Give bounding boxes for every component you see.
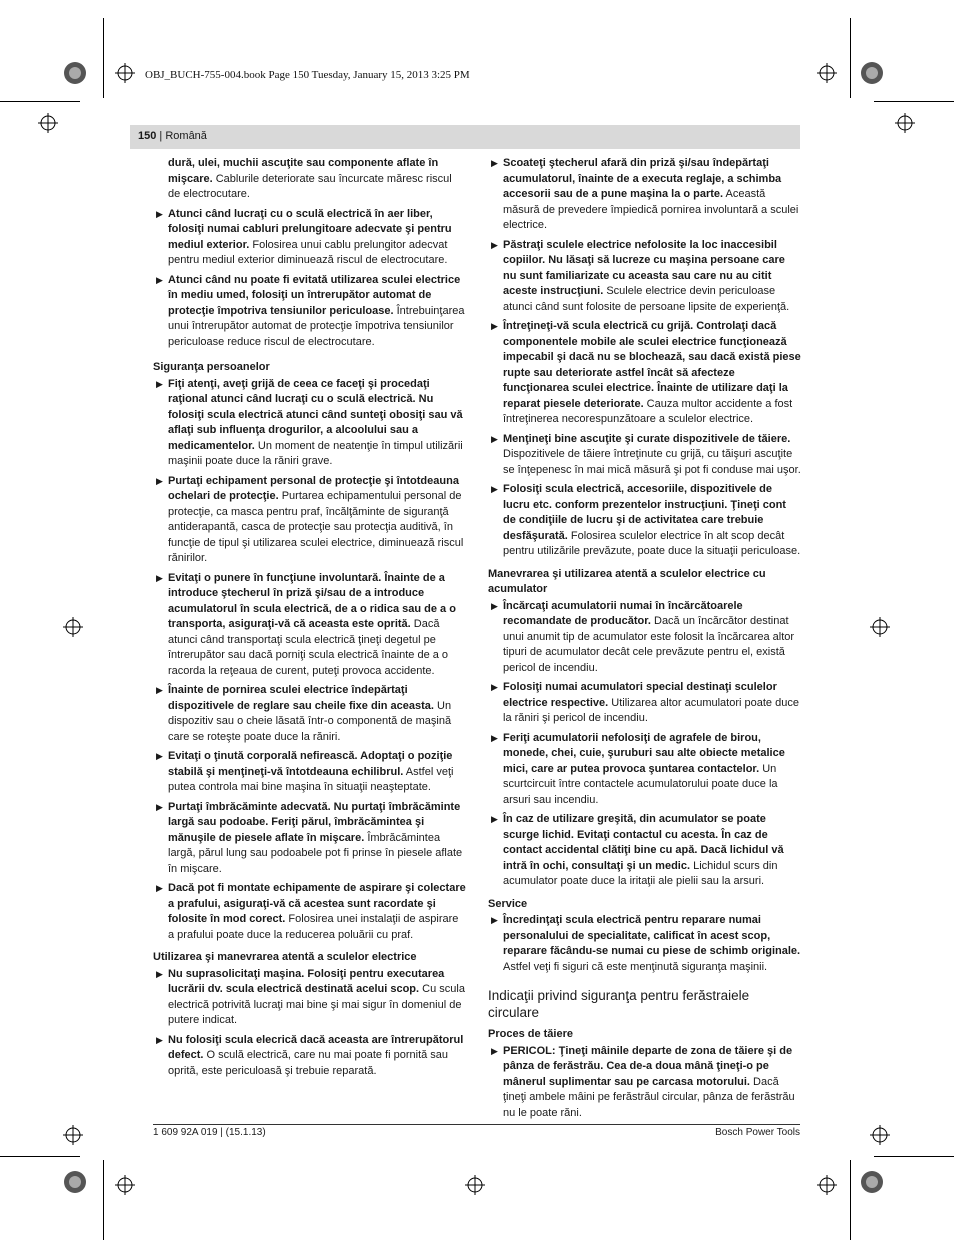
bullet-icon: ▶ <box>491 484 498 494</box>
bullet-icon: ▶ <box>491 158 498 168</box>
safety-item: ▶ Păstraţi sculele electrice nefolosite la loc inaccesibil copiilor. Nu lăsaţi să lucreze cu maşina persoane care nu sunt familiarizate cu aceasta sau care nu au citit aceste instrucţiuni. Sculele electrice devin periculoase atunci când sunt folosite de persoane lipsite de experienţă. <box>491 238 790 313</box>
safety-item: ▶ Purtaţi echipament personal de protecţie şi întotdeauna ochelari de protecţie. Purtarea echipamentului personal de protecţie, ca masca pentru praf, încălţăminte de siguranţă antiderapantă, casca de protecţie sau protecţia auditivă, în funcţie de tipul şi utilizarea sculei electrice, diminuează riscul rănirilor. <box>156 474 464 564</box>
footer-brand: Bosch Power Tools <box>715 1127 800 1138</box>
subheading-service: Service <box>488 897 528 910</box>
section-title: Indicaţii privind siguranţa pentru ferăstraiele circulare <box>488 988 750 1020</box>
page-number: 150 <box>138 130 157 142</box>
registration-mark <box>38 113 58 133</box>
registration-mark <box>817 1175 837 1195</box>
safety-item: ▶ Feriţi acumulatorii nefolosiţi de agrafele de birou, monede, chei, cuie, şuruburi sau alte obiecte metalice mici, care ar putea provoca şuntarea contactelor. Un scurtcircuit între contactele acumulatorului poate duce la arsuri sau incendiu. <box>491 731 785 806</box>
bullet-icon: ▶ <box>491 915 498 925</box>
safety-item: ▶ Nu suprasolicitaţi maşina. Folosiţi pentru executarea lucrării dv. scula electrică destinată acelui scop. Cu scula electrică potrivită lucraţi mai bine şi mai sigur în domeniul de putere indicat. <box>156 967 465 1026</box>
safety-item: ▶ Folosiţi numai acumulatori special destinaţi sculelor electrice respective. Utilizarea altor acumulatori poate duce la răniri şi pericol de incendiu. <box>491 681 799 724</box>
crop-mark <box>850 18 851 98</box>
bullet-icon: ▶ <box>156 572 163 583</box>
bullet-icon: ▶ <box>491 321 498 331</box>
bullet-icon: ▶ <box>156 274 163 285</box>
bullet-icon: ▶ <box>156 751 163 761</box>
registration-mark <box>465 1175 485 1195</box>
registration-mark <box>817 63 837 83</box>
color-wheel-mark <box>860 1170 884 1194</box>
safety-item: ▶ Evitaţi o ţinută corporală nefirească. Adoptaţi o poziţie stabilă şi menţineţi-vă întotdeauna echilibrul. Astfel veţi putea controla mai bine maşina în situaţii neaşteptate. <box>156 750 454 793</box>
crop-mark <box>850 1160 851 1240</box>
safety-item: ▶ Dacă pot fi montate echipamente de aspirare şi colectare a prafului, asiguraţi-vă că acestea sunt racordate şi folosite în mod corect. Folosirea unei instalaţii de aspirare a prafului poate duce la reducerea poluării cu praf. <box>156 882 466 941</box>
crop-mark <box>103 1160 104 1240</box>
bullet-icon: ▶ <box>156 378 163 389</box>
subheading-tool-use: Utilizarea şi manevrarea atentă a sculelor electrice <box>153 951 417 963</box>
safety-item: ▶ Atunci când lucraţi cu o sculă electrică în aer liber, folosiţi numai cabluri prelungitoare adecvate şi pentru mediul exterior. Folosirea unui cablu prelungitor adecvat pentru mediul exterior diminuează riscul de electrocutare. <box>156 207 452 266</box>
safety-item: ▶ Purtaţi îmbrăcăminte adecvată. Nu purtaţi îmbrăcăminte largă sau podoabe. Feriţi părul, îmbrăcămintea şi mănuşile de piesele aflate în mişcare. Îmbrăcămintea largă, părul lung sau podoabele pot fi prinse în piesele aflate în mişcare. <box>156 800 463 875</box>
page-header-bar <box>130 125 800 149</box>
safety-item: ▶ Întreţineţi-vă scula electrică cu grijă. Controlaţi dacă componentele mobile ale sculei electrice funcţionează impecabil şi dacă nu se blochează, sau dacă există piese rupte sau deteriorate astfel încât să afecteze funcţionarea sculei electrice. Înainte de utilizare daţi la reparat piesele deteriorate. Cauza multor accidente a fost întreţinerea necorespunzătoare a sculelor electrice. <box>491 320 801 425</box>
safety-item: ▶ Încredinţaţi scula electrică pentru reparare numai personalului de specialitate, calificat în acest scop, reparare făcându-se numai cu piese de schimb originale. Astfel veţi fi siguri că este menţinută siguranţa maşinii. <box>491 914 801 973</box>
registration-mark <box>870 1125 890 1145</box>
footer-doc-number: 1 609 92A 019 | (15.1.13) <box>153 1127 266 1138</box>
footer-rule <box>153 1124 800 1125</box>
safety-item: ▶ Fiţi atenţi, aveţi grijă de ceea ce faceţi şi procedaţi raţional atunci când lucraţi cu o sculă electrică. Nu folosiţi scula electrică atunci când sunteţi obosiţi sau vă aflaţi sub influenţa drogurilor, a alcoolului sau a medicamentelor. Un moment de neatenţie în timpul utilizării maşinii poate duce la răniri grave. <box>156 377 463 467</box>
bullet-icon: ▶ <box>491 239 498 250</box>
bullet-icon: ▶ <box>491 732 498 743</box>
print-slug: OBJ_BUCH-755-004.book Page 150 Tuesday, January 15, 2013 3:25 PM <box>145 69 470 81</box>
bullet-icon: ▶ <box>156 801 163 812</box>
safety-item: ▶ Atunci când nu poate fi evitată utilizarea sculei electrice în mediu umed, folosiţi un întrerupător automat de protecţie împotriva tensiunilor periculoase. Întrebuinţarea unui întrerupător automat de protecţie împotriva tensiunilor periculoase reduce riscul de electrocutare. <box>156 273 465 348</box>
bullet-icon: ▶ <box>491 814 498 824</box>
bullet-icon: ▶ <box>491 433 498 444</box>
registration-mark <box>870 617 890 637</box>
intro-paragraph: dură, ulei, muchii ascuţite sau componente aflate în mişcare. Cablurile deteriorate sau încurcate măresc riscul de electrocutare. <box>168 157 452 200</box>
registration-mark <box>63 1125 83 1145</box>
color-wheel-mark <box>63 61 87 85</box>
crop-mark <box>0 101 80 102</box>
registration-mark <box>895 113 915 133</box>
crop-mark <box>103 18 104 98</box>
bullet-icon: ▶ <box>491 1045 498 1056</box>
registration-mark <box>115 1175 135 1195</box>
crop-mark <box>874 101 954 102</box>
bullet-icon: ▶ <box>156 475 163 486</box>
crop-mark <box>874 1156 954 1157</box>
safety-item: ▶ Menţineţi bine ascuţite şi curate dispozitivele de tăiere. Dispozitivele de tăiere întreţinute cu grijă, cu tăişuri ascuţite se înţepenesc în mai mică măsură şi pot fi conduse mai uşor. <box>491 432 801 476</box>
bullet-icon: ▶ <box>491 600 498 611</box>
header-language: Română <box>165 130 207 142</box>
safety-item: ▶ PERICOL: Ţineţi mâinile departe de zona de tăiere şi de pânza de ferăstrău. Cea de-a doua mână ţineţi-o pe mânerul suplimentar sau pe carcasa motorului. Dacă ţineţi ambele mâini pe ferăstrăul circular, pânza de ferăstrău nu le poate răni. <box>491 1044 795 1119</box>
crop-mark <box>0 1156 80 1157</box>
registration-mark <box>63 617 83 637</box>
safety-item: ▶ Încărcaţi acumulatorii numai în încărcătoarele recomandate de producător. Dacă un încărcător destinat unui anumit tip de acumulator este folosit la încărcarea altor tipuri de acumulator decât cele prevăzute pentru el, există pericol de incendiu. <box>491 599 795 674</box>
bullet-icon: ▶ <box>156 208 163 219</box>
color-wheel-mark <box>860 61 884 85</box>
safety-item: ▶ În caz de utilizare greşită, din acumulator se poate scurge lichid. Evitaţi contactul cu acesta. În caz de contact accidental clătiţi bine cu apă. Dacă lichidul vă intră în ochi, consultaţi şi un medic. Lichidul scurs din acumulator poate duce la iritaţii ale pielii sau la arsuri. <box>491 813 784 887</box>
safety-item: ▶ Înainte de pornirea sculei electrice îndepărtaţi dispozitivele de reglare sau cheile fixe din aceasta. Un dispozitiv sau o cheie lăsată într-o componentă de maşină care se roteşte poate duce la răniri. <box>156 684 452 743</box>
subheading-battery-tools: Manevrarea şi utilizarea atentă a sculelor electrice cu acumulator <box>488 567 766 595</box>
bullet-icon: ▶ <box>156 968 163 979</box>
right-column <box>488 156 801 1125</box>
color-wheel-mark <box>63 1170 87 1194</box>
safety-item: ▶ Nu folosiţi scula elecrică dacă aceasta are întrerupătorul defect. O sculă electrică, care nu mai poate fi pornită sau oprită, este periculoasă şi trebuie reparată. <box>156 1033 464 1077</box>
bullet-icon: ▶ <box>156 1034 163 1045</box>
bullet-icon: ▶ <box>491 682 498 692</box>
registration-mark <box>115 63 135 83</box>
safety-item: ▶ Folosiţi scula electrică, accesoriile, dispozitivele de lucru etc. conform prezentelor instrucţiuni. Ţineţi cont de condiţiile de lucru şi de activitatea care trebuie desfăşurată. Folosirea sculelor electrice în alt scop decât pentru utilizările prevăzute, poate duce la situaţii periculoase. <box>491 483 801 557</box>
safety-item: ▶ Scoateţi ştecherul afară din priză şi/sau îndepărtaţi acumulatorul, înainte de a executa reglaje, a schimba accesorii sau de a pune maşina la o parte. Această măsură de prevedere împiedică pornirea involuntară a sculei electrice. <box>491 157 799 231</box>
subheading-personal-safety: Siguranţa persoanelor <box>153 361 270 373</box>
bullet-icon: ▶ <box>156 883 163 893</box>
safety-item: ▶ Evitaţi o punere în funcţiune involuntară. Înainte de a introduce ştecherul în priză şi/sau de a introduce acumulatorul în scula electrică, de a o ridica sau de a o transporta, asiguraţi-vă că aceasta este oprită. Dacă atunci când transportaţi scula electrică ţineţi degetul pe întrerupător sau dacă porniţi scula electrică înainte de a o racorda la reţeaua de curent, puteţi provoca accidente. <box>156 571 456 677</box>
subheading-cutting-process: Proces de tăiere <box>488 1028 573 1040</box>
page-header: 150 | Română <box>138 130 207 142</box>
bullet-icon: ▶ <box>156 685 163 695</box>
left-column <box>153 156 466 1083</box>
